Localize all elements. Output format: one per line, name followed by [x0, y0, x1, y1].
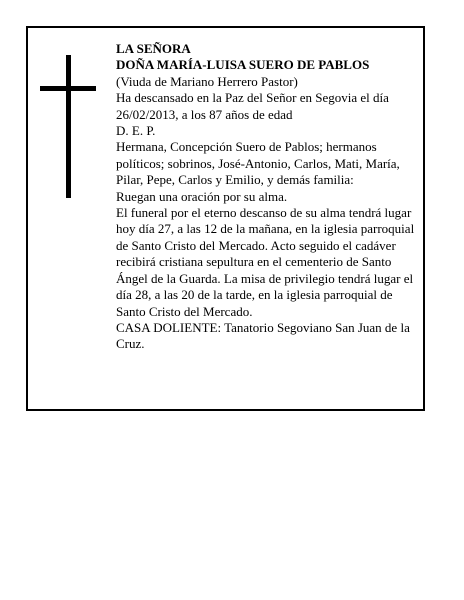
funeral-details: El funeral por el eterno descanso de su alma tendrá lugar hoy día 27, a las 12 de la mañana, en la iglesia parroquial de Santo Cristo del Mercado. Acto seguido el cadáver recibirá cristiana sepultura en el cementerio de Santo Ángel de la Guarda. La misa de privilegio tendrá lugar el día 28, a las 20 de la tarde, en la iglesia parroquial de Santo Cristo del Mercado. [116, 205, 415, 319]
widow-of-line: (Viuda de Mariano Herrero Pastor) [116, 73, 298, 89]
deceased-name: DOÑA MARÍA-LUISA SUERO DE PABLOS [116, 57, 370, 73]
family-line: Hermana, Concepción Suero de Pablos; hermanos políticos; sobrinos, José-Antonio, Carlos, Mati, María, Pilar, Pepe, Carlos y Emilio, y demás familia: [116, 139, 400, 188]
prayer-request-line: Ruegan una oración por su alma. [116, 188, 288, 204]
obituary-notice [26, 26, 425, 411]
passed-away-line: Ha descansado en la Paz del Señor en Segovia el día 26/02/2013, a los 87 años de edad [116, 90, 389, 122]
cross-vertical-bar [66, 55, 71, 198]
mourning-house-line: CASA DOLIENTE: Tanatorio Segoviano San Juan de la Cruz. [116, 319, 410, 352]
cross-horizontal-bar [40, 86, 96, 91]
rip-line: D. E. P. [116, 123, 156, 139]
notice-text [116, 41, 418, 353]
notice-title: LA SEÑORA [116, 41, 191, 56]
latin-cross-icon [40, 55, 96, 198]
